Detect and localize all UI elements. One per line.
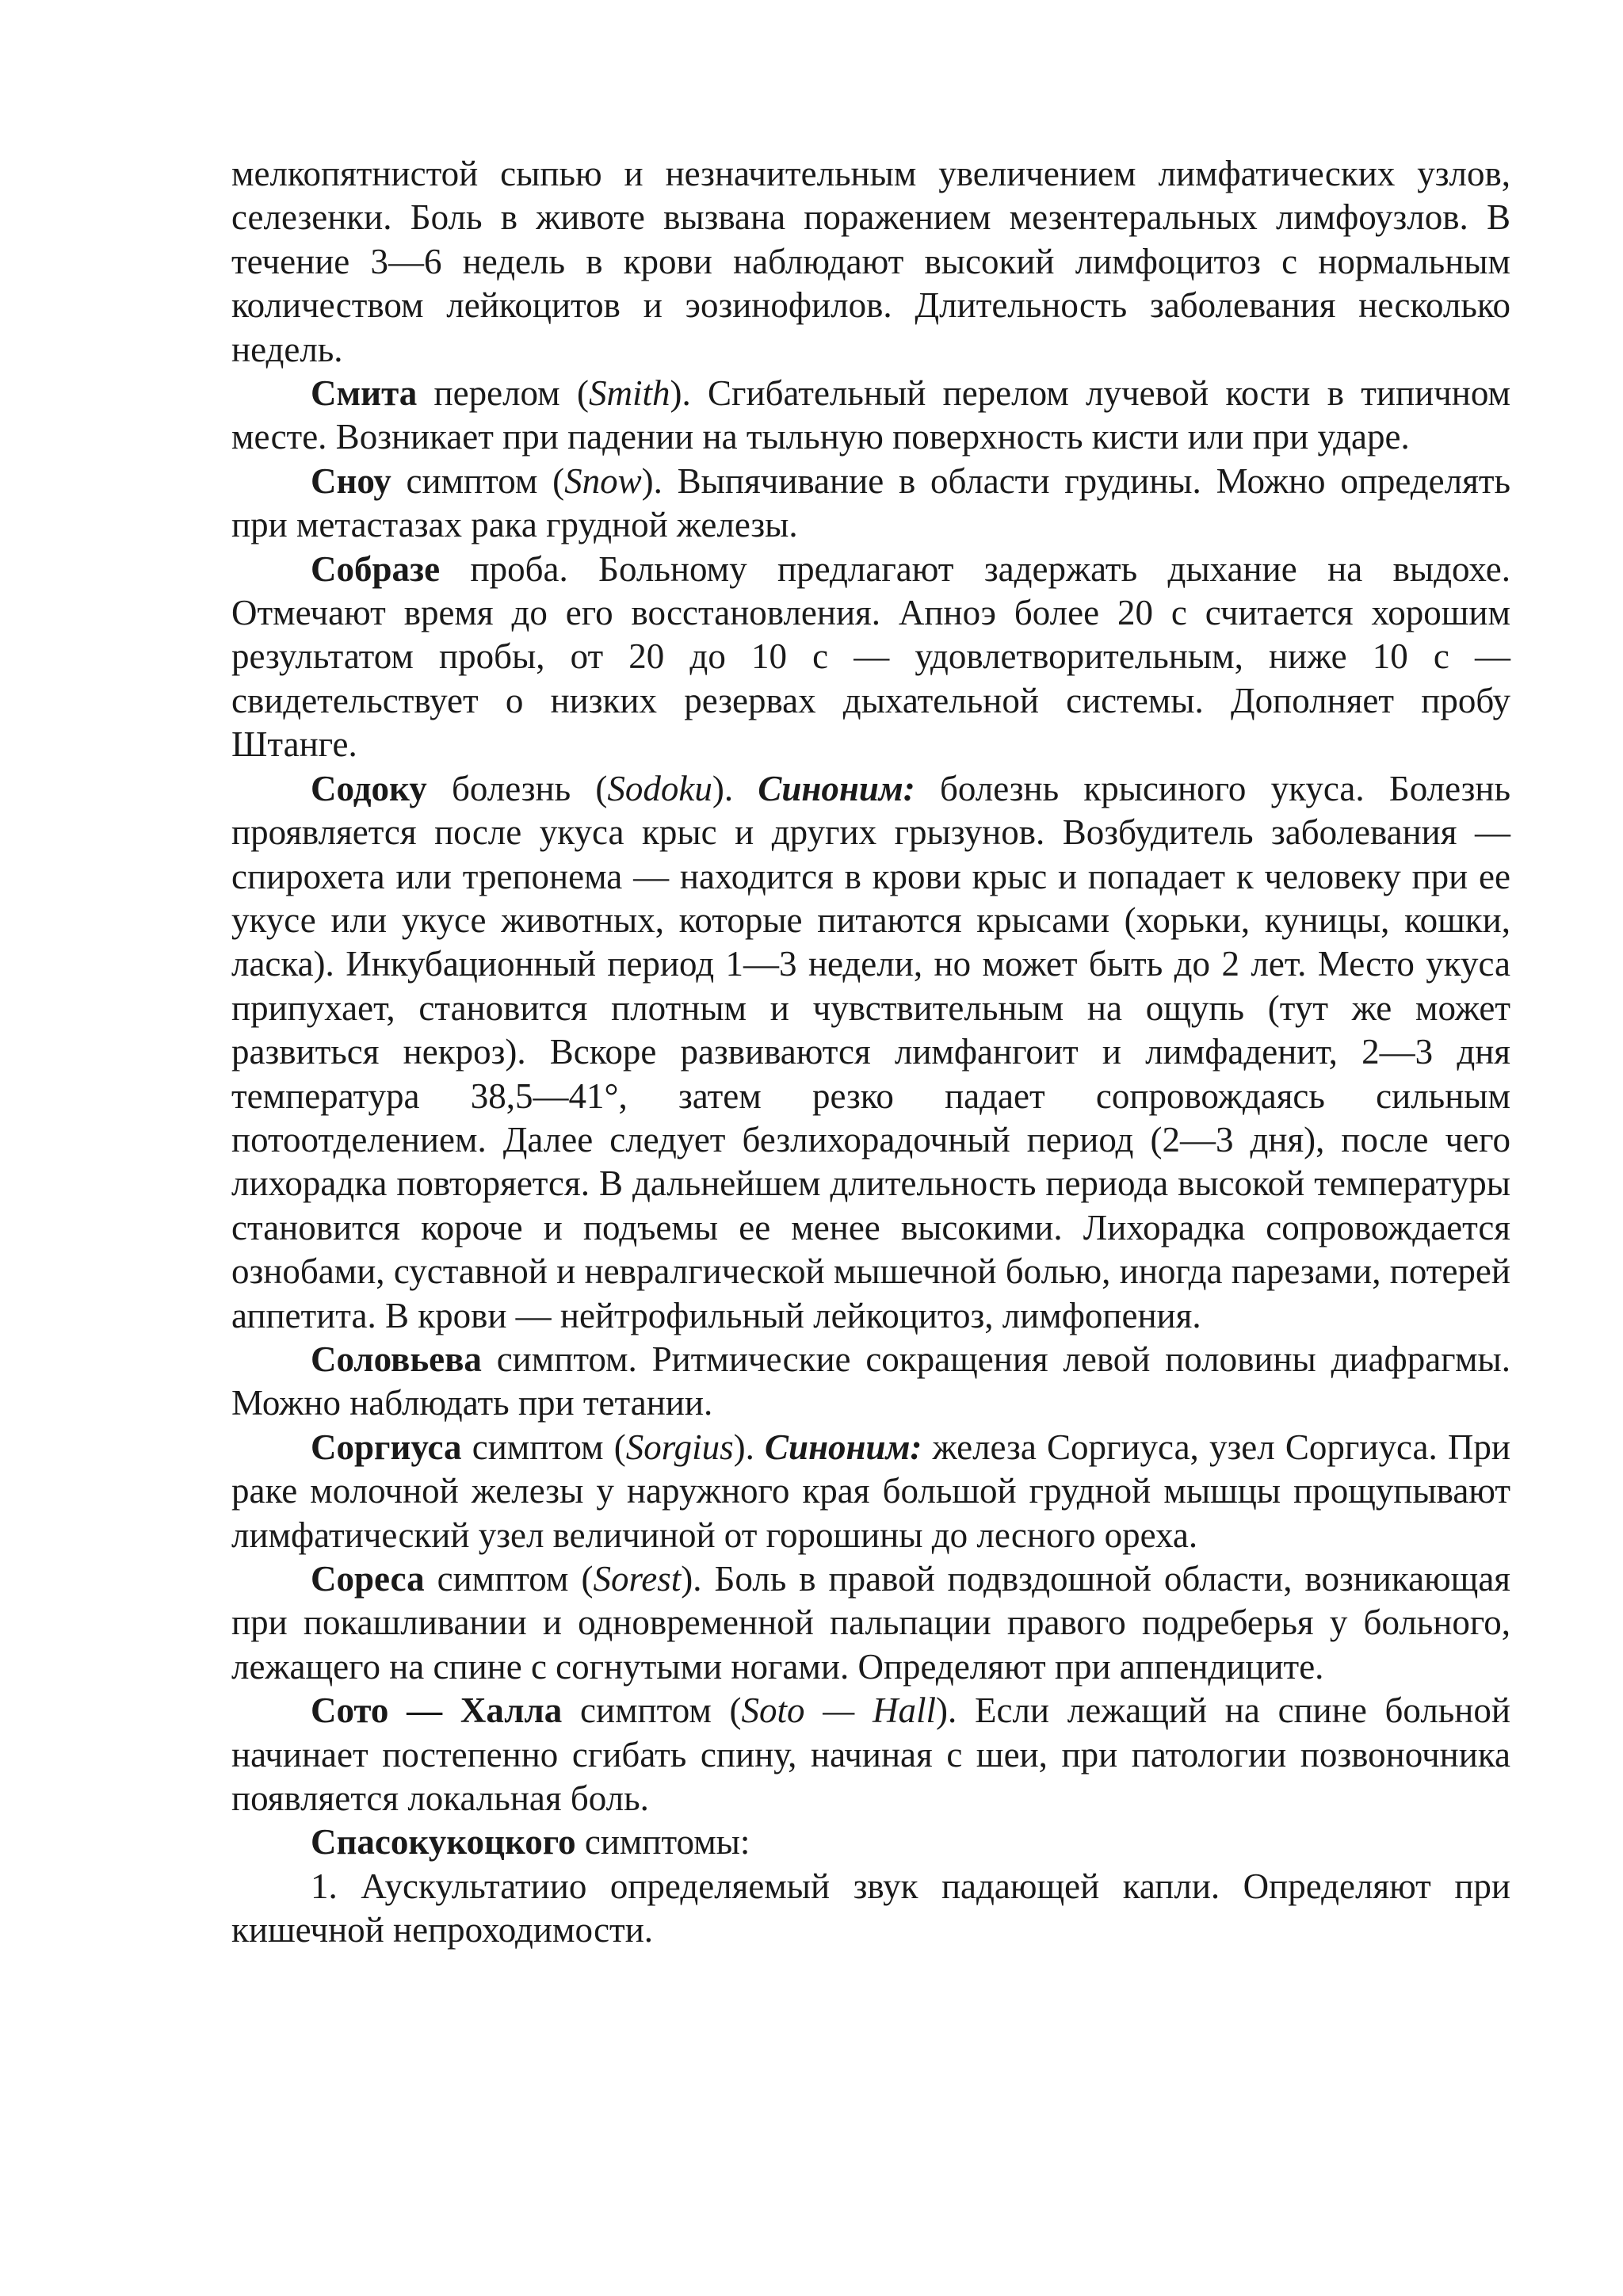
entry-sorest: Сореса симптом (Sorest). Боль в правой подвздошной области, возникающая при покашливании и одновременной пальпации правого подреберья у больного, лежащего на спине с согнутыми ногами. Определяют при аппендиците. [231,1559,1510,1687]
entry-latin: Sorgius [625,1427,734,1467]
entry-latin: Sodoku [607,768,712,808]
entry-latin: Soto — Hall [741,1690,937,1731]
entry-latin: Smith [588,373,670,414]
entry-sorgius: Соргиуса симптом (Sorgius). Синоним: железа Соргиуса, узел Соргиуса. При раке молочной железы у наружного края большой грудной мышцы прощупывают лимфатический узел величиной от горошины до лесного ореха. [231,1427,1510,1555]
entry-solovyeva: Соловьева симптом. Ритмические сокращения левой половины диафрагмы. Можно наблюдать при тетании. [231,1339,1510,1423]
entry-latin: Snow [564,460,642,501]
entry-term: Сото — Халла [311,1690,563,1731]
synonym-label: Синоним: [758,768,915,808]
list-item: 1. Аускультатиио определяемый звук падающей капли. Определяют при кишечной непроходимости. [231,1866,1510,1950]
entry-term: Сореса [311,1559,425,1599]
entry-term: Соргиуса [311,1427,462,1467]
entry-spasokukotsky: Спасокукоцкого симптомы: [311,1822,750,1862]
entry-sodoku: Содоку болезнь (Sodoku). Синоним: болезнь крысиного укуса. Болезнь проявляется после укуса крыс и других грызунов. Возбудитель заболевания — спирохета или трепонема — находится в крови крыс и попадает к человеку при ее укусе или укусе животных, которые питаются крысами (хорьки, куницы, кошки, ласка). Инкубационный период 1—3 недели, но может быть до 2 лет. Место укуса припухает, становится плотным и чувствительным на ощупь (тут же может развиться некроз). Вскоре развиваются лимфангоит и лимфаденит, 2—3 дня температура 38,5—41°, затем резко падает сопровождаясь сильным потоотделением. Далее следует безлихорадочный период (2—3 дня), после чего лихорадка повторяется. В дальнейшем длительность периода высокой температуры становится короче и подъемы ее менее высокими. Лихорадка сопровождается ознобами, суставной и невралгической мышечной болью, иногда парезами, потерей аппетита. В крови — нейтрофильный лейкоцитоз, лимфопения. [231,768,1510,1335]
entry-snow: Сноу симптом (Snow). Выпячивание в области грудины. Можно определять при метастазах рака грудной железы. [231,460,1511,545]
entry-term: Спасокукоцкого [311,1822,576,1862]
entry-smith: Смита перелом (Smith). Сгибательный перелом лучевой кости в типичном месте. Возникает при падении на тыльную поверхность кисти или при ударе. [231,373,1511,457]
synonym-label: Синоним: [765,1427,922,1467]
entry-term: Сноу [311,460,391,501]
document-page [231,152,1510,1953]
entry-term: Соловьева [311,1339,482,1379]
continuation-paragraph: мелкопятнистой сыпью и незначительным увеличением лимфатических узлов, селезенки. Боль в животе вызвана поражением мезентеральных лимфоузлов. В течение 3—6 недель в крови наблюдают высокий лимфоцитоз с нормальным количеством лейкоцитов и эозинофилов. Длительность заболевания несколько недель. [231,154,1510,369]
entry-soto-hall: Сото — Халла симптом (Soto — Hall). Если лежащий на спине больной начинает постепенно сгибать спину, начиная с шеи, при патологии позвоночника появляется локальная боль. [231,1690,1510,1819]
entry-term: Собразе [311,548,441,589]
entry-latin: Sorest [593,1559,682,1599]
entry-term: Смита [311,373,418,414]
entry-sobraze: Собразе проба. Больному предлагают задержать дыхание на выдохе. Отмечают время до его восстановления. Апноэ более 20 с считается хорошим результатом пробы, от 20 до 10 с — удовлетворительным, ниже 10 с — свидетельствует о низких резервах дыхательной системы. Дополняет пробу Штанге. [231,548,1510,765]
entry-term: Содоку [311,768,427,808]
